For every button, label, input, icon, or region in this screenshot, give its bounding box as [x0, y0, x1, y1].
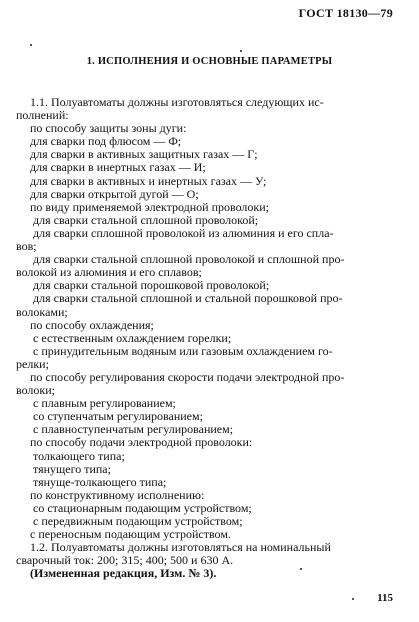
- text-line: волокой из алюминия и его сплавов;: [16, 265, 202, 280]
- text-line: по конструктивному исполнению:: [30, 487, 205, 502]
- text-line: вов;: [16, 239, 37, 254]
- text-line: с плавноступенчатым регулированием;: [33, 422, 234, 437]
- text-line: тянущего типа;: [33, 461, 111, 476]
- scan-speck: [352, 598, 354, 600]
- text-line: толкающего типа;: [33, 448, 125, 463]
- text-line: волоками;: [16, 304, 68, 319]
- text-line: по способу охлаждения;: [30, 317, 154, 332]
- scan-speck: [300, 568, 302, 570]
- section-title: 1. ИСПОЛНЕНИЯ И ОСНОВНЫЕ ПАРАМЕТРЫ: [86, 56, 333, 67]
- standard-code: ГОСТ 18130—79: [298, 6, 393, 20]
- text-line: для сварки сплошной проволокой из алюминия и его спла-: [33, 225, 334, 240]
- text-line: (Измененная редакция, Изм. № 3).: [30, 566, 217, 581]
- document-body: [16, 96, 386, 580]
- text-line: для сварки стальной сплошной проволокой;: [33, 212, 259, 227]
- text-line: для сварки в активных защитных газах — Г;: [30, 147, 258, 162]
- text-line: с передвижным подающим устройством;: [33, 514, 243, 528]
- text-line: для сварки стальной сплошной проволокой и сплошной про-: [33, 252, 345, 267]
- text-line: с переносным подающим устройством.: [30, 527, 231, 542]
- text-line: 1.1. Полуавтоматы должны изготовляться следующих ис-: [30, 95, 324, 109]
- text-line: со ступенчатым регулированием;: [33, 409, 203, 424]
- scan-speck: [240, 50, 242, 52]
- text-line: с плавным регулированием;: [33, 396, 176, 411]
- text-line: с принудительным водяным или газовым охлаждением го-: [33, 343, 333, 358]
- text-line: для сварки в инертных газах — И;: [30, 160, 206, 175]
- text-line: для сварки в активных и инертных газах — У;: [30, 173, 267, 188]
- text-line: полнений:: [16, 108, 69, 123]
- text-line: релки;: [16, 356, 49, 371]
- text-line: для сварки стальной сплошной и стальной порошковой про-: [33, 291, 343, 306]
- text-line: по виду применяемой электродной проволоки;: [30, 199, 269, 214]
- text-line: для сварки открытой дугой — О;: [30, 186, 199, 201]
- page-number: 115: [377, 592, 393, 604]
- scan-speck: [30, 44, 32, 46]
- text-line: по способу защиты зоны дуги:: [30, 121, 187, 136]
- text-line: по способу регулирования скорости подачи электродной про-: [30, 369, 345, 384]
- text-line: со стационарным подающим устройством;: [33, 500, 252, 515]
- text-line: 1.2. Полуавтоматы должны изготовляться на номинальный: [30, 540, 331, 555]
- text-line: для сварки под флюсом — Ф;: [30, 134, 182, 149]
- text-line: для сварки стальной порошковой проволокой;: [33, 278, 270, 293]
- text-line: по способу подачи электродной проволоки:: [30, 435, 253, 450]
- text-line: с естественным охлаждением горелки;: [33, 330, 232, 345]
- text-line: тянуще-толкающего типа;: [33, 474, 167, 489]
- text-line: волоки;: [16, 383, 55, 398]
- text-line: сварочный ток: 200; 315; 400; 500 и 630 А.: [16, 553, 234, 568]
